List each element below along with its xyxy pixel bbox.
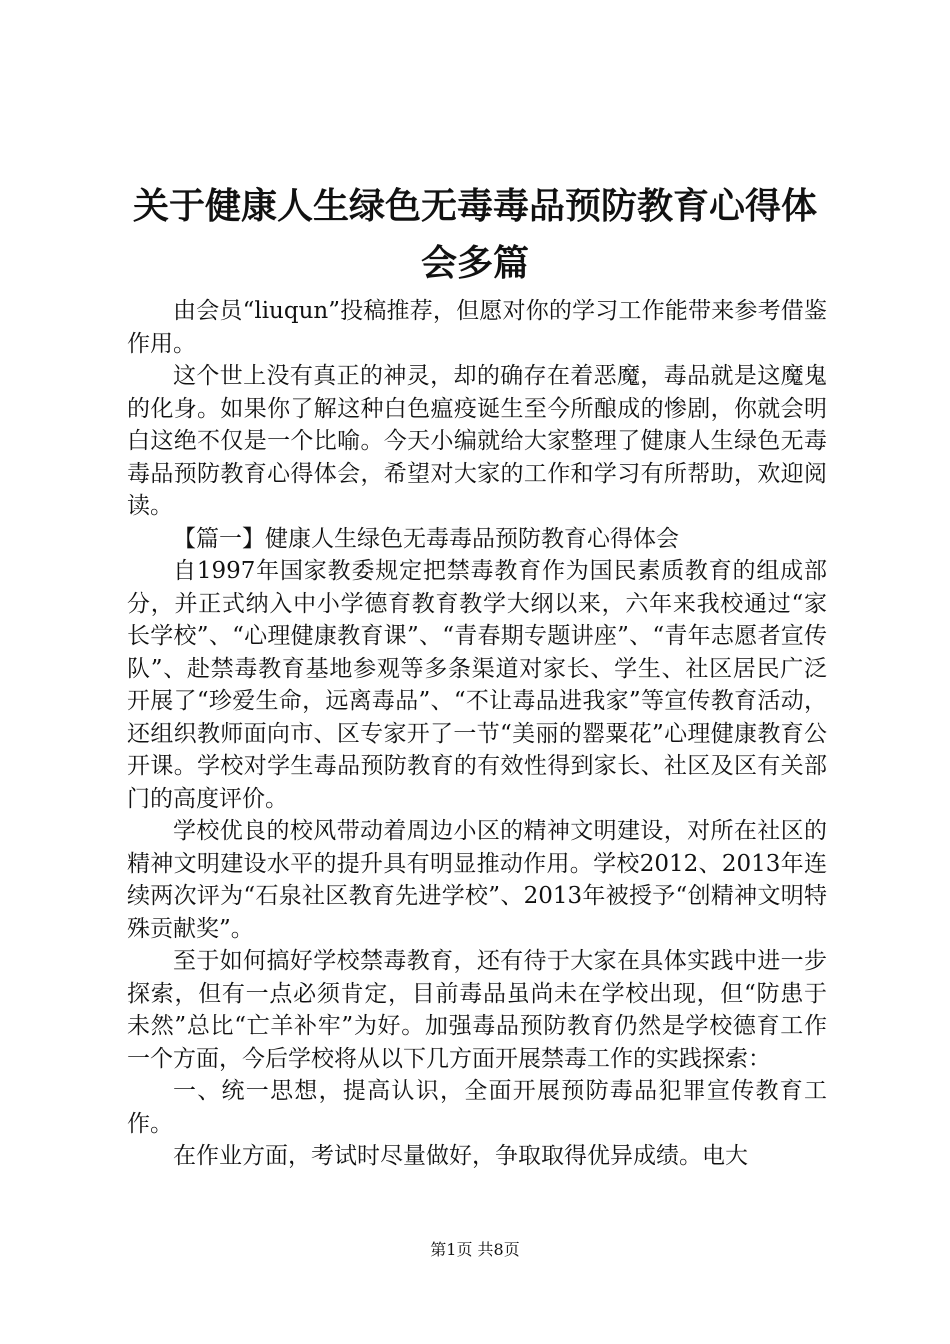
paragraph: 学校优良的校风带动着周边小区的精神文明建设，对所在社区的精神文明建设水平的提升具有明显推动作用。学校2012、2013年连续两次评为“石泉社区教育先进学校”、2013年被授予“创精神文明特殊贡献奖”。 — [127, 818, 827, 942]
paragraph: 在作业方面，考试时尽量做好，争取取得优异成绩。电大 — [173, 1143, 748, 1169]
document-body — [127, 295, 827, 1173]
paragraph: 这个世上没有真正的神灵，却的确存在着恶魔，毒品就是这魔鬼的化身。如果你了解这种白色瘟疫诞生至今所酿成的惨剧，你就会明白这绝不仅是一个比喻。今天小编就给大家整理了健康人生绿色无毒毒品预防教育心得体会，希望对大家的工作和学习有所帮助，欢迎阅读。 — [127, 363, 827, 519]
paragraph: 至于如何搞好学校禁毒教育，还有待于大家在具体实践中进一步探索，但有一点必须肯定，目前毒品虽尚未在学校出现，但“防患于未然”总比“亡羊补牢”为好。加强毒品预防教育仍然是学校德育工作一个方面，今后学校将从以下几方面开展禁毒工作的实践探索： — [127, 948, 827, 1072]
section-heading: 【篇一】健康人生绿色无毒毒品预防教育心得体会 — [173, 525, 679, 552]
page-number-footer: 第1页 共8页 — [430, 1240, 520, 1259]
document-title: 关于健康人生绿色无毒毒品预防教育心得体会多篇 — [132, 186, 817, 284]
paragraph: 自1997年国家教委规定把禁毒教育作为国民素质教育的组成部分，并正式纳入中小学德育教育教学大纲以来，六年来我校通过“家长学校”、“心理健康教育课”、“青春期专题讲座”、“青年志愿者宣传队”、赴禁毒教育基地参观等多条渠道对家长、学生、社区居民广泛开展了“珍爱生命，远离毒品”、“不让毒品进我家”等宣传教育活动，还组织教师面向市、区专家开了一节“美丽的罂粟花”心理健康教育公开课。学校对学生毒品预防教育的有效性得到家长、社区及区有关部门的高度评价。 — [127, 558, 827, 812]
paragraph: 由会员“liuqun”投稿推荐，但愿对你的学习工作能带来参考借鉴作用。 — [127, 298, 827, 357]
paragraph: 一、统一思想，提高认识，全面开展预防毒品犯罪宣传教育工作。 — [127, 1078, 827, 1137]
